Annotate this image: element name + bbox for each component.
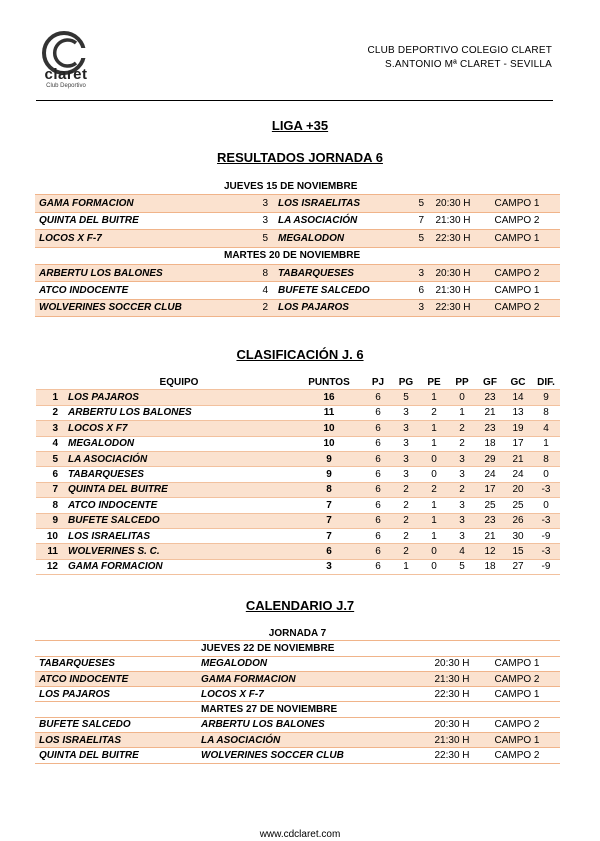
points: 6: [294, 544, 364, 559]
spacer-cell: [552, 264, 560, 281]
away-team: MEGALODON: [272, 230, 408, 247]
stat-pg: 2: [392, 528, 420, 543]
match-row: [35, 212, 560, 229]
home-team: LOCOS X F-7: [35, 230, 224, 247]
col-pe: PE: [420, 375, 448, 390]
away-team: LA ASOCIACIÓN: [201, 733, 421, 748]
away-team: TABARQUESES: [272, 264, 408, 281]
fixture-row: [35, 656, 560, 671]
stat-pj: 6: [364, 544, 392, 559]
away-score: 7: [408, 212, 424, 229]
stat-pg: 3: [392, 405, 420, 420]
stat-pp: 3: [448, 498, 476, 513]
stat-pe: 2: [420, 405, 448, 420]
fixture-time: 22:30 H: [421, 748, 483, 763]
fixture-time: 22:30 H: [421, 687, 483, 702]
spacer-cell: [551, 656, 560, 671]
position: 7: [36, 482, 64, 497]
away-score: 3: [408, 299, 424, 316]
stat-gc: 27: [504, 559, 532, 574]
standings-row: [36, 559, 560, 574]
away-score: 5: [408, 230, 424, 247]
home-score: 4: [224, 282, 272, 299]
points: 7: [294, 498, 364, 513]
stat-gf: 25: [476, 498, 504, 513]
position: 5: [36, 451, 64, 466]
logo-text: claret: [44, 66, 88, 83]
stat-dif: -3: [532, 513, 560, 528]
stat-pe: 0: [420, 467, 448, 482]
stat-gf: 18: [476, 559, 504, 574]
match-field: CAMPO 1: [482, 195, 552, 212]
stat-pe: 1: [420, 513, 448, 528]
jornada-row: [35, 626, 560, 641]
match-time: 20:30 H: [424, 195, 482, 212]
date-row: [35, 641, 560, 656]
fixture-time: 20:30 H: [421, 717, 483, 732]
team-name: TABARQUESES: [64, 467, 294, 482]
stat-pp: 1: [448, 405, 476, 420]
stat-pg: 2: [392, 498, 420, 513]
stat-gc: 14: [504, 390, 532, 405]
col-dif: DIF.: [532, 375, 560, 390]
match-field: CAMPO 2: [482, 212, 552, 229]
stat-pg: 5: [392, 390, 420, 405]
away-team: LOCOS X F-7: [201, 687, 421, 702]
stat-gc: 30: [504, 528, 532, 543]
stat-gc: 21: [504, 451, 532, 466]
stat-pj: 6: [364, 451, 392, 466]
home-team: ARBERTU LOS BALONES: [35, 264, 224, 281]
standings-row: [36, 482, 560, 497]
stat-dif: -9: [532, 559, 560, 574]
col-gc: GC: [504, 375, 532, 390]
stat-pg: 1: [392, 559, 420, 574]
match-field: CAMPO 1: [482, 282, 552, 299]
fixture-row: [35, 671, 560, 686]
date-label: JUEVES 22 DE NOVIEMBRE: [201, 641, 560, 656]
team-name: QUINTA DEL BUITRE: [64, 482, 294, 497]
stat-dif: 1: [532, 436, 560, 451]
stat-gf: 21: [476, 405, 504, 420]
stat-dif: -3: [532, 544, 560, 559]
points: 9: [294, 467, 364, 482]
home-team: QUINTA DEL BUITRE: [35, 212, 224, 229]
points: 10: [294, 421, 364, 436]
away-team: MEGALODON: [201, 656, 421, 671]
stat-pj: 6: [364, 421, 392, 436]
club-line-2: S.ANTONIO Mª CLARET - SEVILLA: [385, 59, 552, 70]
stat-pg: 2: [392, 482, 420, 497]
stat-gf: 18: [476, 436, 504, 451]
position: 3: [36, 421, 64, 436]
stat-pg: 3: [392, 467, 420, 482]
match-row: [35, 282, 560, 299]
spacer-cell: [35, 247, 224, 264]
spacer-cell: [551, 687, 560, 702]
away-team: BUFETE SALCEDO: [272, 282, 408, 299]
team-name: LOS ISRAELITAS: [64, 528, 294, 543]
stat-pp: 2: [448, 436, 476, 451]
stat-pg: 3: [392, 436, 420, 451]
position: 10: [36, 528, 64, 543]
header-divider: [36, 100, 553, 101]
stat-pe: 0: [420, 451, 448, 466]
team-name: BUFETE SALCEDO: [64, 513, 294, 528]
stat-pj: 6: [364, 498, 392, 513]
stat-pj: 6: [364, 482, 392, 497]
stat-gc: 13: [504, 405, 532, 420]
match-field: CAMPO 2: [482, 299, 552, 316]
match-row: [35, 299, 560, 316]
home-score: 3: [224, 195, 272, 212]
stat-gf: 21: [476, 528, 504, 543]
stat-gf: 24: [476, 467, 504, 482]
home-team: LOS PAJAROS: [35, 687, 201, 702]
stat-dif: 4: [532, 421, 560, 436]
stat-dif: -3: [532, 482, 560, 497]
away-team: LA ASOCIACIÓN: [272, 212, 408, 229]
fixture-field: CAMPO 2: [483, 748, 551, 763]
points: 3: [294, 559, 364, 574]
points: 11: [294, 405, 364, 420]
league-title: LIGA +35: [271, 118, 329, 133]
logo-subtext: Club Deportivo: [46, 83, 86, 89]
home-score: 5: [224, 230, 272, 247]
stat-dif: 8: [532, 451, 560, 466]
stat-pp: 3: [448, 467, 476, 482]
stat-gc: 19: [504, 421, 532, 436]
standings-title: CLASIFICACIÓN J. 6: [236, 347, 364, 362]
stat-gf: 23: [476, 513, 504, 528]
stat-gf: 17: [476, 482, 504, 497]
position: 2: [36, 405, 64, 420]
stat-gc: 15: [504, 544, 532, 559]
fixture-field: CAMPO 1: [483, 656, 551, 671]
spacer-cell: [551, 671, 560, 686]
position: 12: [36, 559, 64, 574]
position: 4: [36, 436, 64, 451]
col-pg: PG: [392, 375, 420, 390]
spacer-cell: [35, 178, 224, 195]
stat-gc: 25: [504, 498, 532, 513]
stat-pj: 6: [364, 467, 392, 482]
position: 6: [36, 467, 64, 482]
date-row: [35, 178, 560, 195]
team-name: WOLVERINES S. C.: [64, 544, 294, 559]
team-name: GAMA FORMACION: [64, 559, 294, 574]
fixture-time: 21:30 H: [421, 733, 483, 748]
away-team: LOS ISRAELITAS: [272, 195, 408, 212]
club-line-1: CLUB DEPORTIVO COLEGIO CLARET: [367, 45, 552, 56]
stat-pe: 1: [420, 436, 448, 451]
stat-gc: 26: [504, 513, 532, 528]
spacer-cell: [552, 230, 560, 247]
match-row: [35, 195, 560, 212]
home-team: LOS ISRAELITAS: [35, 733, 201, 748]
results-title: RESULTADOS JORNADA 6: [217, 150, 383, 165]
fixture-time: 21:30 H: [421, 671, 483, 686]
stat-pe: 1: [420, 421, 448, 436]
stat-gc: 20: [504, 482, 532, 497]
fixture-row: [35, 717, 560, 732]
results-table: [35, 178, 560, 317]
stat-pp: 3: [448, 451, 476, 466]
stat-pj: 6: [364, 436, 392, 451]
stat-pp: 3: [448, 513, 476, 528]
stat-pp: 2: [448, 421, 476, 436]
stat-dif: 9: [532, 390, 560, 405]
stat-pe: 1: [420, 390, 448, 405]
away-score: 5: [408, 195, 424, 212]
home-team: ATCO INDOCENTE: [35, 671, 201, 686]
points: 16: [294, 390, 364, 405]
points: 9: [294, 451, 364, 466]
stat-gc: 24: [504, 467, 532, 482]
standings-row: [36, 513, 560, 528]
match-time: 21:30 H: [424, 212, 482, 229]
stat-gf: 29: [476, 451, 504, 466]
stat-pg: 3: [392, 421, 420, 436]
standings-table: [36, 375, 560, 575]
calendar-table: [35, 626, 560, 764]
col-pp: PP: [448, 375, 476, 390]
fixture-field: CAMPO 2: [483, 671, 551, 686]
spacer-cell: [551, 748, 560, 763]
col-pj: PJ: [364, 375, 392, 390]
spacer-cell: [552, 282, 560, 299]
home-score: 8: [224, 264, 272, 281]
standings-row: [36, 498, 560, 513]
team-name: MEGALODON: [64, 436, 294, 451]
stat-gf: 23: [476, 421, 504, 436]
away-team: LOS PAJAROS: [272, 299, 408, 316]
stat-gf: 23: [476, 390, 504, 405]
home-team: WOLVERINES SOCCER CLUB: [35, 299, 224, 316]
team-name: ATCO INDOCENTE: [64, 498, 294, 513]
home-team: GAMA FORMACION: [35, 195, 224, 212]
match-row: [35, 230, 560, 247]
stat-pp: 5: [448, 559, 476, 574]
stat-pe: 2: [420, 482, 448, 497]
col-points: PUNTOS: [294, 375, 364, 390]
home-team: BUFETE SALCEDO: [35, 717, 201, 732]
stat-dif: -9: [532, 528, 560, 543]
stat-dif: 0: [532, 498, 560, 513]
calendar-title: CALENDARIO J.7: [245, 598, 355, 613]
jornada-label: JORNADA 7: [35, 626, 560, 641]
position: 9: [36, 513, 64, 528]
spacer-cell: [35, 702, 201, 717]
spacer-cell: [552, 299, 560, 316]
date-row: [35, 702, 560, 717]
match-field: CAMPO 1: [482, 230, 552, 247]
stat-pp: 3: [448, 528, 476, 543]
spacer-cell: [35, 641, 201, 656]
spacer-cell: [552, 195, 560, 212]
points: 10: [294, 436, 364, 451]
footer-url: www.cdclaret.com: [259, 829, 341, 840]
stat-gf: 12: [476, 544, 504, 559]
stat-dif: 0: [532, 467, 560, 482]
stat-pp: 4: [448, 544, 476, 559]
match-time: 22:30 H: [424, 230, 482, 247]
position: 8: [36, 498, 64, 513]
team-name: LOS PAJAROS: [64, 390, 294, 405]
date-label: MARTES 27 DE NOVIEMBRE: [201, 702, 560, 717]
standings-row: [36, 528, 560, 543]
home-team: ATCO INDOCENTE: [35, 282, 224, 299]
away-team: ARBERTU LOS BALONES: [201, 717, 421, 732]
standings-row: [36, 405, 560, 420]
stat-pp: 2: [448, 482, 476, 497]
match-row: [35, 264, 560, 281]
away-team: GAMA FORMACION: [201, 671, 421, 686]
away-team: WOLVERINES SOCCER CLUB: [201, 748, 421, 763]
standings-header-row: [36, 375, 560, 390]
home-score: 3: [224, 212, 272, 229]
home-team: QUINTA DEL BUITRE: [35, 748, 201, 763]
away-score: 6: [408, 282, 424, 299]
stat-pg: 2: [392, 544, 420, 559]
standings-row: [36, 390, 560, 405]
stat-pj: 6: [364, 513, 392, 528]
date-label: JUEVES 15 DE NOVIEMBRE: [224, 178, 560, 195]
stat-pj: 6: [364, 559, 392, 574]
spacer-cell: [551, 733, 560, 748]
points: 8: [294, 482, 364, 497]
spacer-cell: [552, 212, 560, 229]
col-gf: GF: [476, 375, 504, 390]
points: 7: [294, 528, 364, 543]
position: 11: [36, 544, 64, 559]
stat-pj: 6: [364, 405, 392, 420]
stat-pj: 6: [364, 528, 392, 543]
fixture-row: [35, 748, 560, 763]
home-team: TABARQUESES: [35, 656, 201, 671]
date-row: [35, 247, 560, 264]
stat-pg: 2: [392, 513, 420, 528]
fixture-field: CAMPO 1: [483, 687, 551, 702]
stat-pe: 0: [420, 544, 448, 559]
stat-gc: 17: [504, 436, 532, 451]
standings-row: [36, 544, 560, 559]
team-name: LA ASOCIACIÓN: [64, 451, 294, 466]
match-time: 21:30 H: [424, 282, 482, 299]
position: 1: [36, 390, 64, 405]
team-name: LOCOS X F7: [64, 421, 294, 436]
spacer-cell: [551, 717, 560, 732]
home-score: 2: [224, 299, 272, 316]
fixture-row: [35, 687, 560, 702]
match-time: 22:30 H: [424, 299, 482, 316]
stat-pg: 3: [392, 451, 420, 466]
stat-pe: 0: [420, 559, 448, 574]
match-field: CAMPO 2: [482, 264, 552, 281]
points: 7: [294, 513, 364, 528]
date-label: MARTES 20 DE NOVIEMBRE: [224, 247, 560, 264]
match-time: 20:30 H: [424, 264, 482, 281]
fixture-field: CAMPO 2: [483, 717, 551, 732]
club-name: [367, 44, 552, 72]
stat-pe: 1: [420, 498, 448, 513]
stat-dif: 8: [532, 405, 560, 420]
stat-pe: 1: [420, 528, 448, 543]
stat-pp: 0: [448, 390, 476, 405]
fixture-row: [35, 733, 560, 748]
standings-row: [36, 451, 560, 466]
team-name: ARBERTU LOS BALONES: [64, 405, 294, 420]
stat-pj: 6: [364, 390, 392, 405]
away-score: 3: [408, 264, 424, 281]
standings-row: [36, 421, 560, 436]
standings-row: [36, 467, 560, 482]
fixture-field: CAMPO 1: [483, 733, 551, 748]
col-team: EQUIPO: [64, 375, 294, 390]
fixture-time: 20:30 H: [421, 656, 483, 671]
standings-row: [36, 436, 560, 451]
